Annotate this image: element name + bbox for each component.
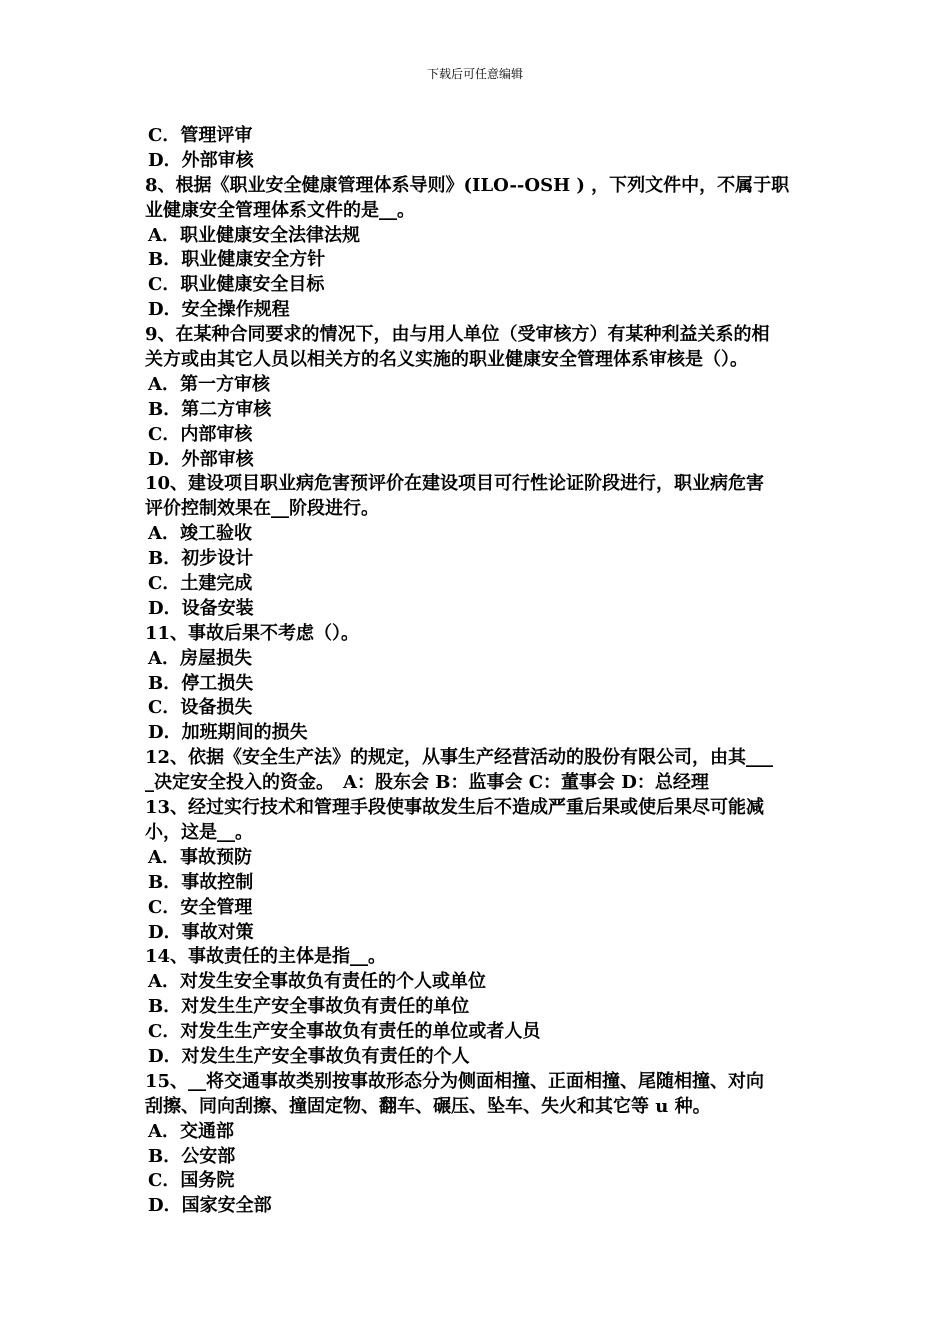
page-header: 下载后可任意编辑 — [426, 67, 523, 81]
answer-option: D．外部审核 — [148, 149, 254, 171]
answer-option: D．国家安全部 — [148, 1195, 272, 1217]
answer-option: A．第一方审核 — [148, 373, 270, 395]
question-text: 13、经过实行技术和管理手段使事故发生后不造成严重后果或使后果尽可能减 — [145, 797, 765, 819]
answer-option: C．土建完成 — [148, 573, 253, 595]
document-body — [145, 124, 810, 1219]
answer-option: A．交通部 — [148, 1120, 234, 1142]
answer-option: B．职业健康安全方针 — [148, 249, 326, 271]
answer-option: D．安全操作规程 — [148, 299, 290, 321]
answer-option: A．对发生安全事故负有责任的个人或单位 — [148, 971, 486, 993]
answer-option: C．安全管理 — [148, 896, 253, 918]
question-text: 12、依据《安全生产法》的规定，从事生产经营活动的股份有限公司，由其___ — [145, 747, 774, 769]
answer-option: D．事故对策 — [148, 921, 254, 943]
answer-option: C．设备损失 — [148, 697, 253, 719]
question-text: 9、在某种合同要求的情况下，由与用人单位（受审核方）有某种利益关系的相 — [145, 324, 770, 346]
answer-option: C．职业健康安全目标 — [148, 274, 325, 296]
answer-option: C．对发生生产安全事故负有责任的单位或者人员 — [148, 1021, 541, 1043]
answer-option: B．停工损失 — [148, 672, 254, 694]
question-text: 8、根据《职业安全健康管理体系导则》(ILO--OSH ) ，下列文件中，不属于职 — [145, 174, 790, 196]
answer-option: D．加班期间的损失 — [148, 722, 308, 744]
answer-option: A．房屋损失 — [148, 647, 252, 669]
answer-option: B．事故控制 — [148, 871, 254, 893]
question-text: 10、建设项目职业病危害预评价在建设项目可行性论证阶段进行，职业病危害 — [145, 473, 765, 495]
question-text: 刮擦、同向刮擦、撞固定物、翻车、碾压、坠车、失火和其它等 u 种。 — [145, 1095, 711, 1117]
question-text: _决定安全投入的资金。 A：股东会 B：监事会 C：董事会 D：总经理 — [145, 772, 709, 794]
answer-option: B．公安部 — [148, 1145, 236, 1167]
answer-option: B．第二方审核 — [148, 398, 272, 420]
question-text: 14、事故责任的主体是指__。 — [145, 946, 387, 968]
answer-option: B．初步设计 — [148, 548, 254, 570]
answer-option: C．国务院 — [148, 1170, 235, 1192]
answer-option: D．对发生生产安全事故负有责任的个人 — [148, 1045, 470, 1067]
question-text: 15、__将交通事故类别按事故形态分为侧面相撞、正面相撞、尾随相撞、对向 — [145, 1070, 765, 1092]
answer-option: B．对发生生产安全事故负有责任的单位 — [148, 996, 470, 1018]
question-text: 关方或由其它人员以相关方的名义实施的职业健康安全管理体系审核是（）。 — [145, 349, 748, 371]
question-text: 11、事故后果不考虑（）。 — [145, 622, 360, 644]
answer-option: C．内部审核 — [148, 423, 253, 445]
answer-option: C．管理评审 — [148, 125, 253, 146]
answer-option: D．外部审核 — [148, 448, 254, 470]
question-text: 业健康安全管理体系文件的是__。 — [145, 199, 415, 221]
question-text: 小，这是__。 — [145, 821, 253, 843]
answer-option: A．职业健康安全法律法规 — [148, 224, 360, 246]
answer-option: D．设备安装 — [148, 597, 254, 619]
answer-option: A．竣工验收 — [148, 523, 252, 545]
answer-option: A．事故预防 — [148, 846, 252, 868]
question-text: 评价控制效果在__阶段进行。 — [145, 498, 379, 520]
